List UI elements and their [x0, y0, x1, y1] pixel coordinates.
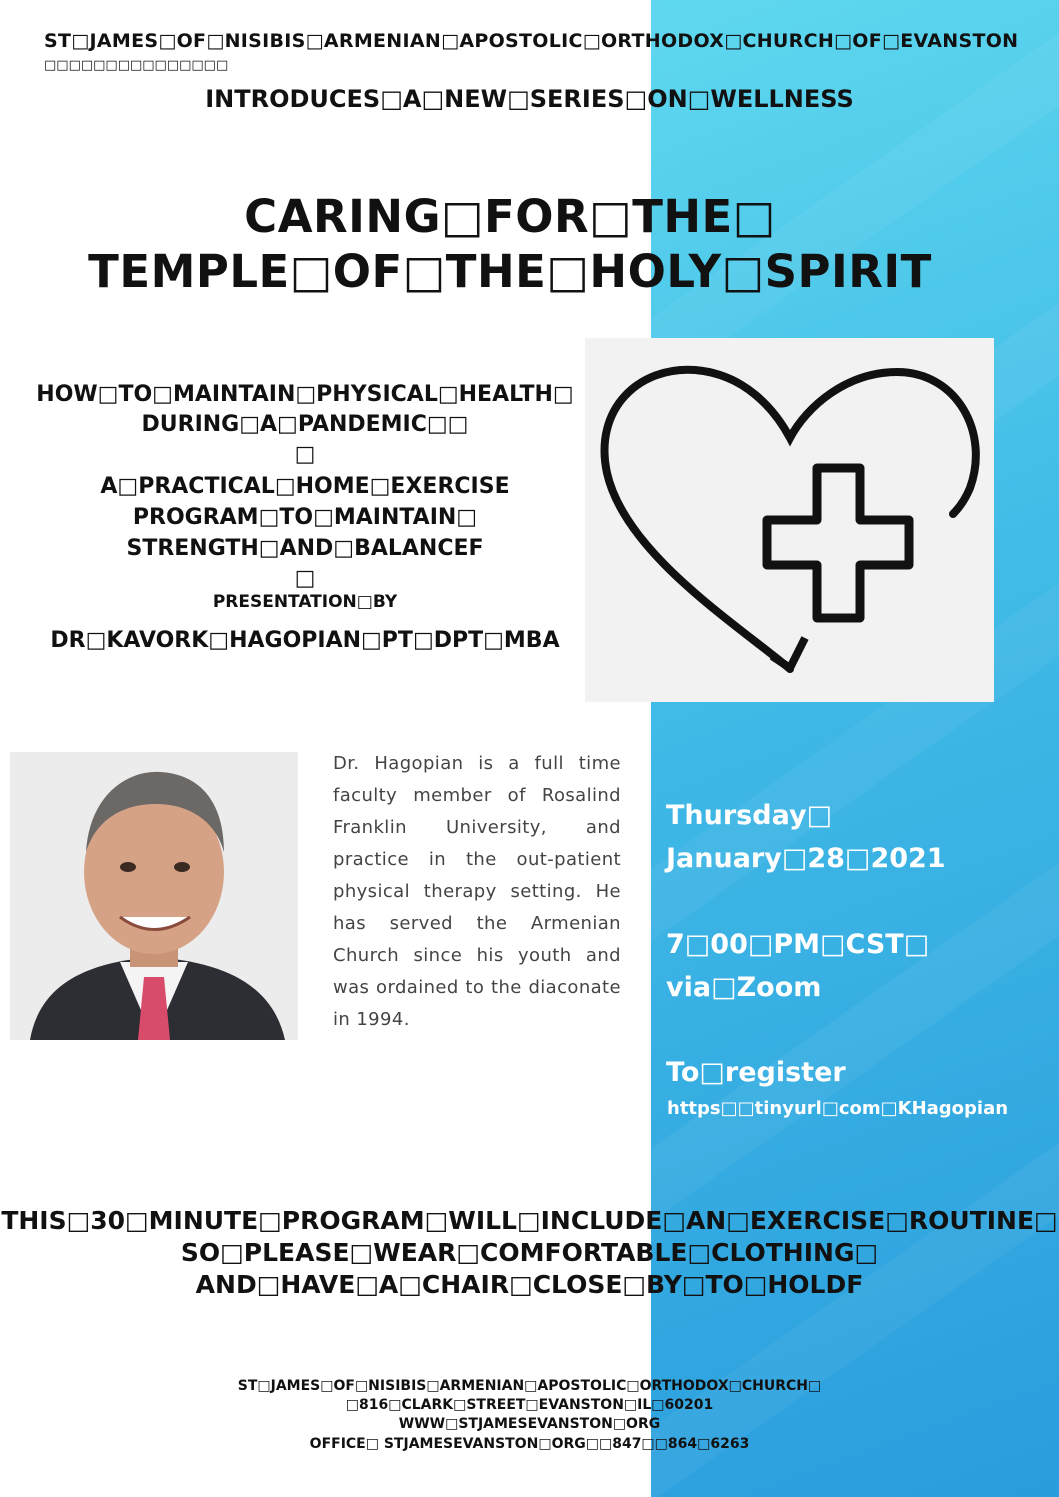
church-name-header: ST□JAMES□OF□NISIBIS□ARMENIAN□APOSTOLIC□ORTHODOX□CHURCH□OF□EVANSTON [44, 30, 1019, 52]
heart-plus-icon [585, 338, 994, 702]
presenter-photo [10, 752, 298, 1040]
subtitle-line-5: PROGRAM□TO□MAINTAIN□ [132, 505, 478, 530]
footer-website[interactable]: WWW□STJAMESEVANSTON□ORG [398, 1416, 661, 1432]
event-date: January□28□2021 [666, 843, 946, 874]
series-intro: INTRODUCES□A□NEW□SERIES□ON□WELLNESS [205, 85, 854, 113]
presenter-name: DR□KAVORK□HAGOPIAN□PT□DPT□MBA [50, 628, 560, 653]
presenter-bio: Dr. Hagopian is a full time faculty member of Rosalind Franklin University, and practice in the out-patient physical therapy setting. He has served the Armenian Church since his youth and was ordained to the diaconate in 1994. [333, 753, 621, 1030]
notice-line-1: THIS□30□MINUTE□PROGRAM□WILL□INCLUDE□AN□EXERCISE□ROUTINE□ [1, 1206, 1058, 1235]
subtitle-line-2: DURING□A□PANDEMIC□□ [141, 412, 469, 437]
event-time: 7□00□PM□CST□ [666, 929, 930, 960]
notice-line-2: SO□PLEASE□WEAR□COMFORTABLE□CLOTHING□ [180, 1238, 879, 1267]
subtitle-line-3: □ [294, 442, 316, 467]
footer-address: □816□CLARK□STREET□EVANSTON□IL□60201 [345, 1397, 714, 1413]
subtitle-line-6: STRENGTH□AND□BALANCEF [126, 536, 484, 561]
header-glyph-row: □□□□□□□□□□□□□□□ [44, 58, 229, 73]
notice-line-3: AND□HAVE□A□CHAIR□CLOSE□BY□TO□HOLDF [195, 1270, 864, 1299]
event-day: Thursday□ [666, 800, 833, 831]
subtitle-line-4: A□PRACTICAL□HOME□EXERCISE [100, 474, 510, 499]
event-platform: via□Zoom [666, 972, 822, 1003]
heart-image-box [585, 338, 994, 702]
register-link[interactable]: https□□tinyurl□com□KHagopian [667, 1098, 1009, 1119]
title-line-2: TEMPLE□OF□THE□HOLY□SPIRIT [88, 245, 932, 298]
register-label: To□register [666, 1057, 846, 1088]
footer-contact: OFFICE□ STJAMESEVANSTON□ORG□□847□□864□6263 [309, 1436, 750, 1452]
subtitle-line-7: □ [294, 566, 316, 591]
footer-church: ST□JAMES□OF□NISIBIS□ARMENIAN□APOSTOLIC□ORTHODOX□CHURCH□ [237, 1378, 822, 1394]
presentation-by: PRESENTATION□BY [212, 592, 398, 612]
title-line-1: CARING□FOR□THE□ [244, 190, 776, 243]
subtitle-line-1: HOW□TO□MAINTAIN□PHYSICAL□HEALTH□ [36, 382, 574, 407]
